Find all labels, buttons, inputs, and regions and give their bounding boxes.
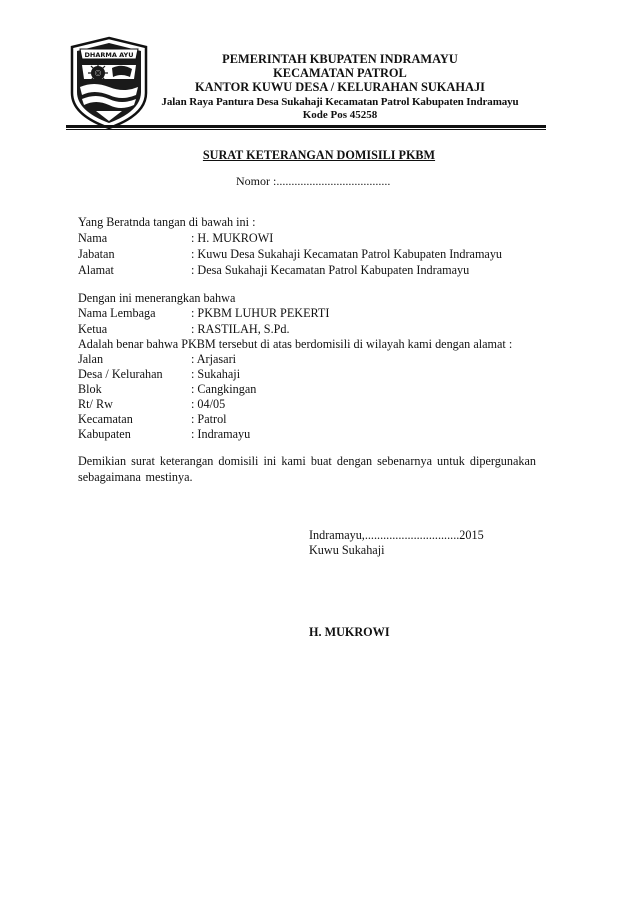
field-label: Kecamatan bbox=[78, 412, 133, 426]
letterhead-office: KANTOR KUWU DESA / KELURAHAN SUKAHAJI bbox=[195, 80, 485, 94]
logo-motto: DHARMA AYU bbox=[84, 51, 134, 59]
field-label: Desa / Kelurahan bbox=[78, 367, 163, 381]
domicile-intro-text: Adalah benar bahwa PKBM tersebut di atas berdomisili di wilayah kami dengan alamat : bbox=[78, 337, 513, 351]
field-label: Nama bbox=[78, 231, 108, 245]
letter-number: Nomor :...................................... bbox=[236, 174, 391, 188]
field-label: Rt/ Rw bbox=[78, 397, 113, 411]
letterhead-divider-thin bbox=[66, 129, 546, 130]
field-label: Ketua bbox=[78, 322, 108, 336]
field-label: Jalan bbox=[78, 352, 104, 366]
field-label: Nama Lembaga bbox=[78, 306, 156, 320]
field-value: : RASTILAH, S.Pd. bbox=[191, 322, 290, 336]
field-value: : Cangkingan bbox=[191, 382, 257, 396]
letterhead-divider-thick bbox=[66, 125, 546, 128]
field-value: : H. MUKROWI bbox=[191, 231, 274, 245]
letterhead-address: Jalan Raya Pantura Desa Sukahaji Kecamatan Patrol Kabupaten Indramayu bbox=[161, 96, 519, 108]
field-value: : PKBM LUHUR PEKERTI bbox=[191, 306, 330, 320]
field-value: : Patrol bbox=[191, 412, 227, 426]
place-date: Indramayu,...............................2015 bbox=[309, 528, 484, 542]
signer-position: Kuwu Sukahaji bbox=[309, 543, 385, 557]
closing-paragraph: Demikian surat keterangan domisili ini kami buat dengan sebenarnya untuk dipergunakan sebagaimana mestinya. bbox=[78, 454, 536, 484]
letterhead-postcode: Kode Pos 45258 bbox=[302, 109, 378, 121]
field-label: Jabatan bbox=[78, 247, 115, 261]
field-value: : Desa Sukahaji Kecamatan Patrol Kabupaten Indramayu bbox=[191, 263, 470, 277]
statement-text: Dengan ini menerangkan bahwa bbox=[78, 291, 236, 305]
letter-title: SURAT KETERANGAN DOMISILI PKBM bbox=[202, 148, 436, 162]
field-value: : Indramayu bbox=[191, 427, 251, 441]
field-label: Blok bbox=[78, 382, 102, 396]
signer-name: H. MUKROWI bbox=[309, 625, 390, 639]
field-label: Kabupaten bbox=[78, 427, 131, 441]
field-value: : Kuwu Desa Sukahaji Kecamatan Patrol Kabupaten Indramayu bbox=[191, 247, 503, 261]
intro-text: Yang Beratnda tangan di bawah ini : bbox=[78, 215, 256, 229]
field-label: Alamat bbox=[78, 263, 114, 277]
letterhead-district: KECAMATAN PATROL bbox=[273, 66, 407, 80]
field-value: : Arjasari bbox=[191, 352, 237, 366]
field-value: : 04/05 bbox=[191, 397, 226, 411]
field-value: : Sukahaji bbox=[191, 367, 241, 381]
letterhead-government: PEMERINTAH KBUPATEN INDRAMAYU bbox=[222, 52, 458, 66]
